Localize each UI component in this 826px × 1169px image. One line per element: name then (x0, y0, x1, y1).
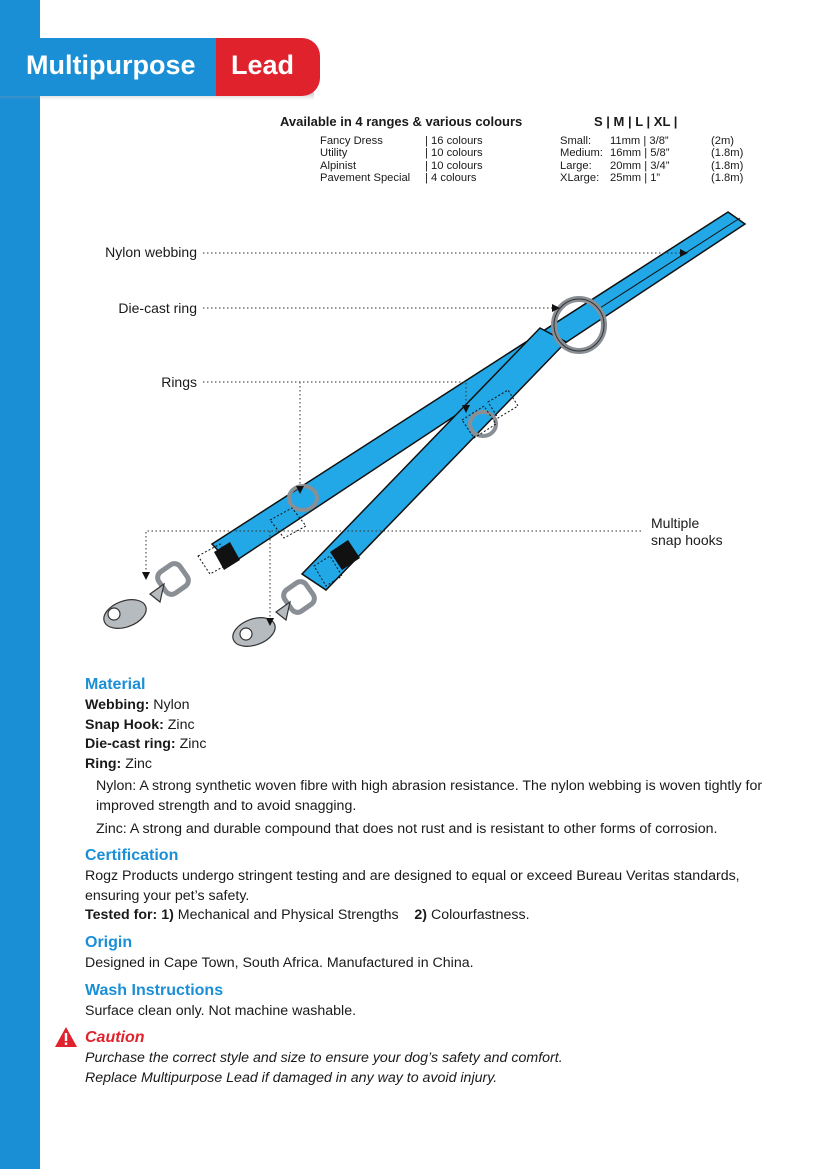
page-title-part1: Multipurpose (26, 50, 196, 80)
origin-text: Designed in Cape Town, South Africa. Manufactured in China. (85, 954, 474, 971)
material-snap-value: Zinc (163, 716, 195, 733)
tested-label: Tested for: (85, 907, 158, 924)
size-length: (1.8m) (711, 147, 744, 160)
label-rings: Rings (161, 374, 197, 390)
availability-heading: Available in 4 ranges & various colours (280, 114, 523, 129)
tested-for (85, 906, 785, 926)
range-colours: | 4 colours (425, 172, 477, 185)
certification-heading: Certification (85, 847, 179, 865)
material-ring-label: Ring: (85, 755, 122, 772)
label-snap-hooks: snap hooks (651, 532, 723, 548)
material-webbing-value: Nylon (149, 697, 190, 713)
warning-triangle-icon (54, 1026, 78, 1048)
origin-heading: Origin (85, 933, 133, 951)
material-diecast-value: Zinc (175, 736, 207, 753)
test-item1-text: Mechanical and Physical Strengths (173, 907, 399, 924)
snap-hook-2 (229, 579, 317, 652)
caution-line2: Replace Multipurpose Lead if damaged in any way to avoid injury. (85, 1069, 498, 1086)
size-label: XLarge: (560, 172, 600, 185)
range-name: Utility (320, 147, 348, 160)
material-ring (85, 755, 785, 775)
page-title-part2: Lead (231, 50, 295, 80)
main-strap (212, 212, 745, 564)
size-label: Large: (560, 159, 592, 172)
snap-hook-1 (100, 561, 191, 634)
label-nylon-webbing: Nylon webbing (105, 244, 197, 260)
material-diecast (85, 735, 785, 755)
size-width: 16mm | 5/8” (610, 147, 670, 160)
range-colours: | 10 colours (425, 147, 483, 160)
material-ring-value: Zinc (121, 755, 152, 772)
size-label: Medium: (560, 147, 603, 160)
material-webbing-label: Webbing: (85, 697, 150, 713)
range-name: Alpinist (320, 159, 357, 172)
material-snap (85, 716, 785, 736)
material-heading: Material (85, 676, 146, 693)
size-length: (1.8m) (711, 172, 744, 185)
size-length: (1.8m) (711, 159, 744, 172)
nylon-description: Nylon: A strong synthetic woven fibre with high abrasion resistance. The nylon webbing is woven tightly for improved strength and to avoid snagging. (96, 778, 763, 814)
label-multiple: Multiple (651, 515, 700, 531)
size-width: 20mm | 3/4” (610, 159, 670, 172)
wash-text: Surface clean only. Not machine washable. (85, 1002, 357, 1019)
size-length: (2m) (711, 135, 734, 147)
range-name: Pavement Special (320, 172, 411, 185)
size-heading: S | M | L | XL | (594, 114, 678, 129)
certification-text: Rogz Products undergo stringent testing and are designed to equal or exceed Bureau Veritas standards, ensuring your pet’s safety. (85, 868, 740, 904)
caution-line1: Purchase the correct style and size to ensure your dog’s safety and comfort. (85, 1050, 563, 1067)
material-snap-label: Snap Hook: (85, 716, 164, 733)
size-width: 25mm | 1” (610, 172, 661, 185)
label-die-cast-ring: Die-cast ring (118, 300, 197, 316)
size-width: 11mm | 3/8” (610, 135, 669, 147)
caution-section (85, 1027, 785, 1049)
test-item2-text: Colourfastness. (427, 907, 530, 924)
product-details (85, 674, 785, 1088)
range-name: Fancy Dress (320, 135, 383, 147)
material-webbing (85, 696, 785, 716)
wash-heading: Wash Instructions (85, 981, 224, 999)
handle-loop-line (600, 218, 740, 308)
material-diecast-label: Die-cast ring: (85, 736, 176, 753)
test-item1-num: 1) (161, 907, 174, 924)
caution-heading: Caution (85, 1029, 145, 1047)
zinc-description: Zinc: A strong and durable compound that does not rust and is resistant to other forms of corrosion. (96, 820, 718, 837)
test-item2-num: 2) (414, 907, 428, 924)
range-colours: | 10 colours (425, 159, 483, 172)
range-colours: | 16 colours (425, 135, 483, 147)
size-label: Small: (560, 135, 592, 147)
